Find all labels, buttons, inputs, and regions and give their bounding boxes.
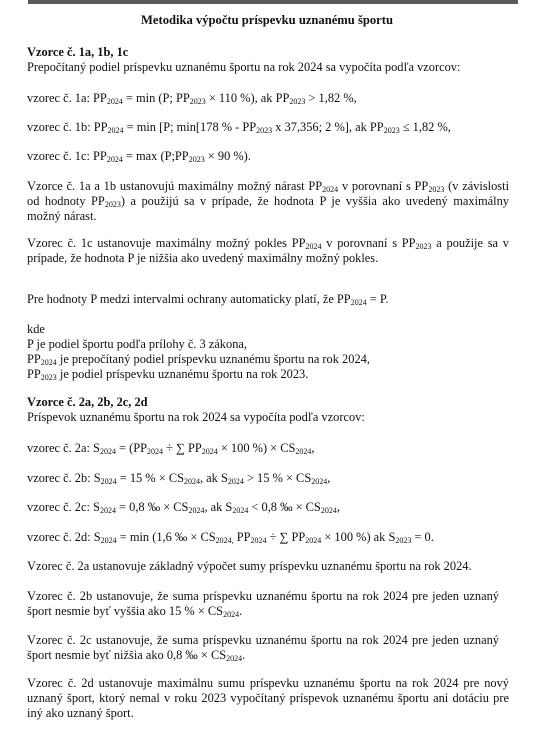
definitions: [27, 322, 509, 382]
section2-intro: Príspevok uznanému športu na rok 2024 sa vypočíta podľa vzorcov:: [27, 410, 365, 424]
formula-1b: vzorec č. 1b: $PP_{2024} = \min [P$; min[178 % - $PP_{2023}$ x 37,356; 2 %], ak $PP_{2023} \le 1,82$ %,: [27, 120, 451, 135]
kde-label: kde: [27, 322, 45, 336]
paragraph-interval: Pre hodnoty P medzi intervalmi ochrany automaticky platí, že $PP_{2024} = P$.: [27, 292, 389, 307]
formula-2a: vzorec č. 2a: $S_{2024} = (PP_{2024}$ ÷ ∑ $PP_{2024} \times 100$ %) × $CS_{2024}$,: [27, 441, 315, 456]
section1-heading: Vzorce č. 1a, 1b, 1c: [27, 45, 129, 59]
definition-p: P je podiel športu podľa prílohy č. 3 zákona,: [27, 337, 247, 351]
formula-2c: vzorec č. 2c: $S_{2024} = 0,8$ ‰ × $CS_{2024}$, ak $S_{2024} < 0,8$ ‰ × $CS_{2024}$,: [27, 500, 340, 515]
formula-1a: vzorec č. 1a: $PP_{2024} = \min (P$; $PP_{2023} \times 110$ %), ak $PP_{2023} > 1,82$ %,: [27, 91, 357, 106]
section2-heading: Vzorce č. 2a, 2b, 2c, 2d: [27, 395, 148, 409]
paragraph-1a-1b: Vzorce č. 1a a 1b ustanovujú maximálny možný nárast $PP_{2024}$ v porovnaní s $PP_{2023}$ (v závislosti od hodnoty $PP_{2023}$) a použijú sa v prípade, že hodnota P je vyššia ako uvedený maximálny možný nárast.: [27, 179, 510, 223]
paragraph-2a: Vzorec č. 2a ustanovuje základný výpočet sumy príspevku uznanému športu na rok 2024.: [27, 559, 472, 573]
formula-1c: vzorec č. 1c: $PP_{2024} = \max$ ($P;PP_{2023} \times 90$ %).: [27, 149, 251, 164]
definition-pp2023: $PP_{2023}$ je podiel príspevku uznanému športu na rok 2023.: [27, 367, 309, 382]
definition-pp2024: $PP_{2024}$ je prepočítaný podiel príspevku uznanému športu na rok 2024,: [27, 352, 370, 367]
section1-header: [27, 45, 509, 75]
paragraph-2c: Vzorec č. 2c ustanovuje, že suma príspevku uznanému športu na rok 2024 pre jeden uznaný šport nesmie byť nižšia ako 0,8 ‰ × $CS_{2024}$.: [27, 633, 499, 663]
formula-2d: vzorec č. 2d: $S_{2024} = \min (1,6$ ‰ × $CS_{2024,}$ $PP_{2024}$ ÷ ∑ $PP_{2024} \times 100$ %) ak $S_{2023} = 0$.: [27, 530, 434, 545]
formula-2b: vzorec č. 2b: $S_{2024} = 15$ % × $CS_{2024}$, ak $S_{2024} > 15$ % × $CS_{2024}$,: [27, 471, 331, 486]
top-border: [28, 0, 518, 4]
paragraph-1c: Vzorec č. 1c ustanovuje maximálny možný pokles $PP_{2024}$ v porovnaní s $PP_{2023}$ a použije sa v prípade, že hodnota P je nižšia ako uvedený maximálny možný pokles.: [27, 236, 509, 265]
document-title: Metodika výpočtu príspevku uznanému športu: [141, 13, 393, 27]
paragraph-2d: Vzorec č. 2d ustanovuje maximálnu sumu príspevku uznanému športu na rok 2024 pre nový uznaný šport, ktorý nemal v roku 2023 vypočítaný príspevok uznanému športu ani dotáciu pre iný ako uznaný šport.: [27, 676, 509, 720]
section2-header: [27, 395, 509, 425]
section1-intro: Prepočítaný podiel príspevku uznanému športu na rok 2024 sa vypočíta podľa vzorcov:: [27, 60, 461, 74]
paragraph-2b: Vzorec č. 2b ustanovuje, že suma príspevku uznanému športu na rok 2024 pre jeden uznaný šport nesmie byť vyššia ako 15 % × $CS_{2024}$.: [27, 589, 499, 619]
